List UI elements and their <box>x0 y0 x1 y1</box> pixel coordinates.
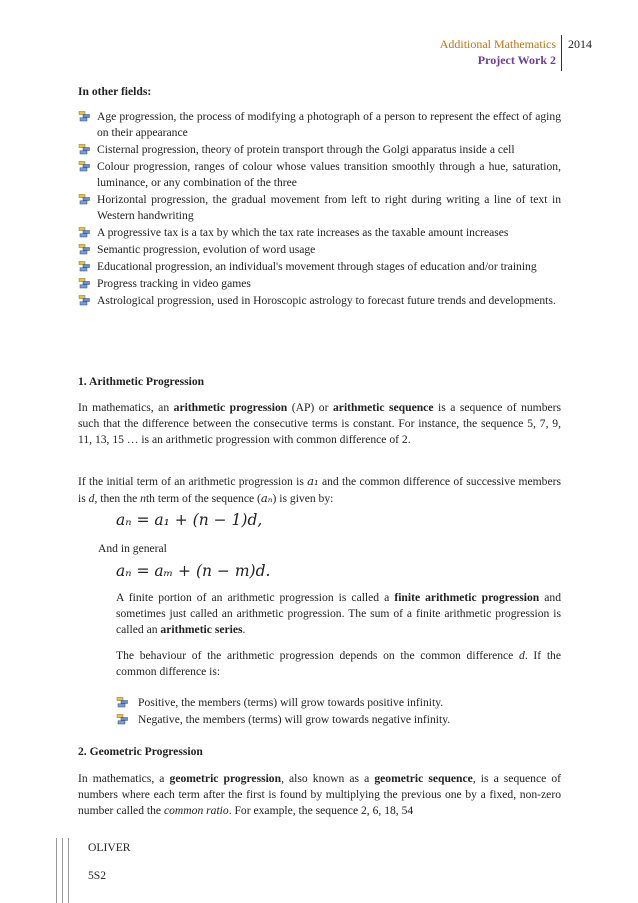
formula-general: aₙ = aₘ + (n − m)d. <box>116 562 271 580</box>
text: (AP) or <box>287 401 333 414</box>
bullet-stack-icon <box>78 227 91 238</box>
bullet-stack-icon <box>78 144 91 155</box>
cases-list <box>116 695 561 729</box>
bullet-stack-icon <box>116 714 129 725</box>
header-year: 2014 <box>568 37 592 51</box>
field-item-text: Horizontal progression, the gradual movement from left to right during writing a line of text in Western handwriting <box>97 193 561 222</box>
field-item-text: Cisternal progression, theory of protein transport through the Golgi apparatus inside a cell <box>97 143 515 156</box>
symbol-a1: a₁ <box>307 474 319 488</box>
text: In mathematics, an <box>78 401 174 414</box>
term-common-ratio: common ratio <box>163 804 229 817</box>
section2-paragraph1 <box>78 771 561 819</box>
general-label: And in general <box>98 542 167 555</box>
case-item-text: Negative, the members (terms) will grow towards negative infinity. <box>138 713 451 726</box>
text: In mathematics, a <box>78 772 170 785</box>
text: If the initial term of an arithmetic progression is <box>78 475 308 488</box>
text: th term of the sequence ( <box>145 492 261 505</box>
intro-text: In other fields: <box>78 85 152 98</box>
field-item <box>78 276 561 292</box>
term-as: arithmetic sequence <box>333 401 434 414</box>
bullet-stack-icon <box>78 278 91 289</box>
term-gp: geometric progression <box>169 772 282 785</box>
field-item-text: Educational progression, an individual's movement through stages of education and/or training <box>97 260 537 273</box>
bullet-stack-icon <box>78 194 91 205</box>
case-item-text: Positive, the members (terms) will grow towards positive infinity. <box>138 696 444 709</box>
footer-class: 5S2 <box>88 869 107 882</box>
field-item-text: A progressive tax is a tax by which the tax rate increases as the taxable amount increases <box>97 226 509 239</box>
header-divider <box>561 35 562 71</box>
text: . If the common difference is: <box>116 649 561 678</box>
symbol-n: n <box>140 492 146 505</box>
section2-heading-text: 2. Geometric Progression <box>78 745 203 758</box>
field-item <box>78 109 561 141</box>
header-subtitle: Project Work 2 <box>477 53 556 67</box>
field-item-text: Colour progression, ranges of colour whose values transition smoothly through a hue, saturation, luminance, or any combination of the three <box>97 160 561 189</box>
field-item-text: Semantic progression, evolution of word usage <box>97 243 316 256</box>
bullet-stack-icon <box>78 111 91 122</box>
case-item <box>116 712 561 728</box>
text: , is a sequence of numbers where each term after the first is found by multiplying the previous one by a fixed, non-zero number called the <box>78 772 561 817</box>
text: . <box>242 623 246 636</box>
footer-margin-lines <box>56 838 74 903</box>
section1-paragraph3 <box>116 590 561 638</box>
symbol-d: d <box>88 492 95 505</box>
term-ap: arithmetic progression <box>173 401 288 414</box>
formula-nth-term: aₙ = a₁ + (n − 1)d, <box>116 511 263 529</box>
section1-paragraph4 <box>116 648 561 680</box>
section1-heading <box>78 374 561 390</box>
section2-heading <box>78 744 561 760</box>
term-finite-ap: finite arithmetic progression <box>394 591 540 604</box>
term-gs: geometric sequence <box>374 772 473 785</box>
term-arithmetic-series: arithmetic series <box>160 623 243 636</box>
field-item <box>78 142 561 158</box>
case-item <box>116 695 561 711</box>
bullet-stack-icon <box>78 295 91 306</box>
text: , then the <box>94 492 141 505</box>
bullet-stack-icon <box>78 244 91 255</box>
bullet-stack-icon <box>116 697 129 708</box>
field-item-text: Astrological progression, used in Horoscopic astrology to forecast future trends and developments. <box>97 294 556 307</box>
intro-label <box>78 84 561 100</box>
field-item <box>78 259 561 275</box>
field-item <box>78 159 561 191</box>
field-item-text: Progress tracking in video games <box>97 277 251 290</box>
section1-paragraph1 <box>78 400 561 448</box>
field-item <box>78 225 561 241</box>
text: , also known as a <box>281 772 375 785</box>
text: A finite portion of an arithmetic progression is called a <box>116 591 395 604</box>
text: . For example, the sequence 2, 6, 18, 54 <box>228 804 414 817</box>
text: ) is given by: <box>272 492 334 505</box>
field-item-text: Age progression, the process of modifying a photograph of a person to represent the effect of aging on their appearance <box>97 110 561 139</box>
bullet-stack-icon <box>78 161 91 172</box>
footer-name: OLIVER <box>88 841 131 854</box>
symbol-d: d <box>519 649 525 662</box>
field-item <box>78 242 561 258</box>
header-title: Additional Mathematics <box>439 37 556 51</box>
text: and sometimes just called an arithmetic progression. The sum of a finite arithmetic progression is called an <box>116 591 561 636</box>
symbol-an: aₙ <box>260 491 273 505</box>
section1-heading-text: 1. Arithmetic Progression <box>78 375 205 388</box>
text: is a sequence of numbers such that the difference between the consecutive terms is constant. For instance, the sequence 5, 7, 9, 11, 13, 15 … is an arithmetic progression with common difference of 2. <box>78 401 562 446</box>
section1-paragraph2 <box>78 473 561 507</box>
field-item <box>78 192 561 224</box>
text: and the common difference of successive members is <box>78 475 562 505</box>
fields-list <box>78 109 561 310</box>
bullet-stack-icon <box>78 261 91 272</box>
field-item <box>78 293 561 309</box>
text: The behaviour of the arithmetic progression depends on the common difference <box>116 649 520 662</box>
